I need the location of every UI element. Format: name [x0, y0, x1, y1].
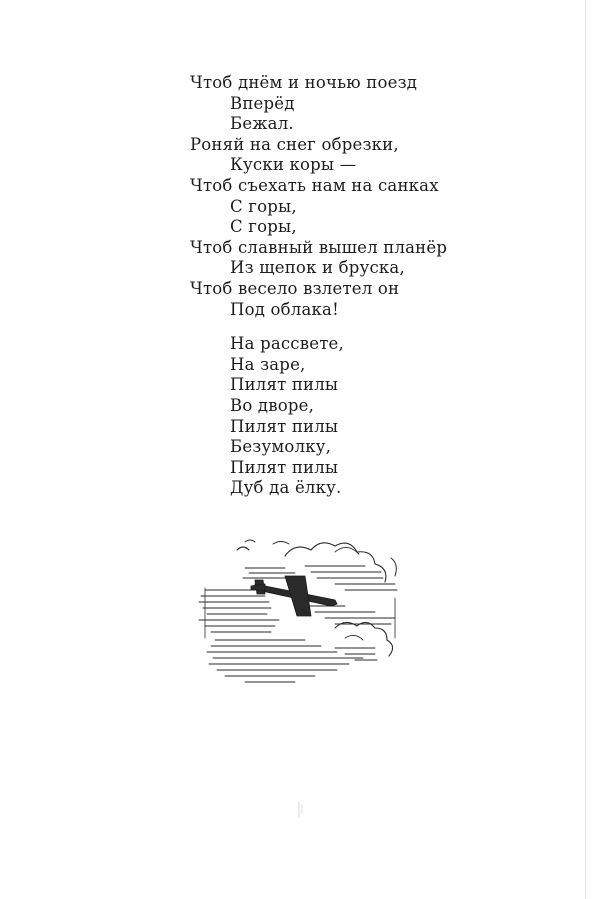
airplane-in-clouds-icon — [185, 528, 420, 698]
poem-line: Безумолку, — [230, 437, 332, 457]
poem-line: Чтоб славный вышел планёр — [190, 237, 448, 257]
page-edge-line — [585, 0, 586, 899]
poem-line: Чтоб днём и ночью поезд — [190, 73, 418, 92]
poem-line: Под облака! — [230, 299, 339, 319]
poem-line: С горы, — [230, 196, 297, 216]
poem-line: Пилят пилы — [230, 375, 339, 395]
poem-stanza — [190, 334, 490, 499]
poem-line: С горы, — [230, 217, 297, 237]
poem-line: Чтоб весело взлетел он — [190, 278, 400, 298]
poem-line: Вперёд — [230, 93, 295, 113]
poem-line: Роняй на снег обрезки, — [190, 134, 399, 154]
poem-line: Куски коры — — [230, 155, 357, 175]
poem-stanza — [190, 73, 490, 320]
illustration-svg — [185, 528, 420, 698]
paper-specks — [296, 790, 304, 830]
poem-line: Во дворе, — [230, 395, 315, 415]
poem-line: Из щепок и бруска, — [230, 258, 405, 278]
poem-line: Чтоб съехать нам на санках — [190, 175, 439, 195]
poem-line: На рассвете, — [230, 334, 344, 354]
poem-line: Бежал. — [230, 114, 294, 134]
poem-line: Пилят пилы — [230, 457, 339, 477]
poem-line: На заре, — [230, 354, 306, 374]
poem-line: Дуб да ёлку. — [230, 478, 342, 498]
poem-line: Пилят пилы — [230, 416, 339, 436]
poem — [190, 73, 490, 499]
